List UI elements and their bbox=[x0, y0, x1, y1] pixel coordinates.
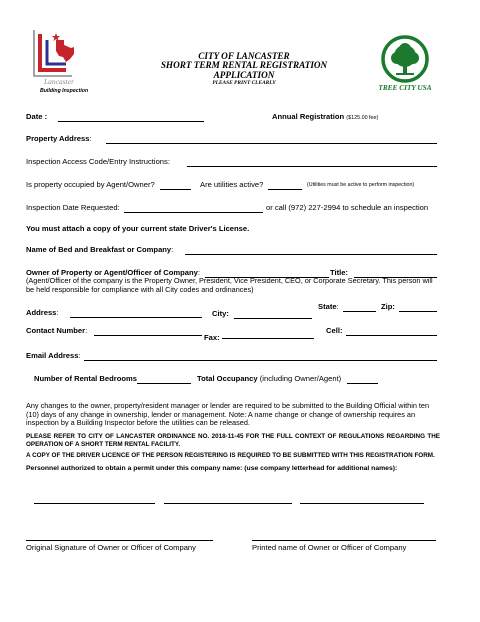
date-label: Date : bbox=[26, 112, 48, 121]
printed-name-label: Printed name of Owner or Officer of Company bbox=[252, 543, 407, 552]
total-occupancy-note: (including Owner/Agent) bbox=[259, 374, 342, 383]
date-field[interactable] bbox=[58, 121, 204, 122]
personnel-field-1[interactable] bbox=[34, 503, 155, 504]
inspection-call-text: or call (972) 227-2994 to schedule an inspection bbox=[266, 203, 429, 212]
fax-text: Fax bbox=[204, 333, 218, 342]
property-address-text: Property Address bbox=[26, 134, 90, 143]
fax-label: Fax: bbox=[204, 333, 220, 342]
owner-note: (Agent/Officer of the company is the Property Owner, President, Vice President, CEO, or Corporate Secretary. This person will be held responsible for compliance with all City codes and ordinances) bbox=[26, 276, 433, 294]
bnb-name-label: Name of Bed and Breakfast or Company: bbox=[26, 245, 174, 254]
rental-bedrooms-field[interactable] bbox=[137, 383, 191, 384]
owner-agent-text: Owner of Property or Agent/Officer of Company bbox=[26, 268, 198, 277]
email-text: Email Address bbox=[26, 351, 79, 360]
inspection-access-label: Inspection Access Code/Entry Instructions: bbox=[26, 157, 170, 166]
personnel-field-3[interactable] bbox=[300, 503, 424, 504]
personnel-field-2[interactable] bbox=[164, 503, 292, 504]
property-address-label: Property Address: bbox=[26, 134, 92, 143]
annual-registration-text: Annual Registration bbox=[272, 112, 345, 121]
email-field[interactable] bbox=[84, 360, 437, 361]
property-address-field[interactable] bbox=[106, 143, 437, 144]
contact-number-field[interactable] bbox=[94, 335, 202, 336]
utilities-field[interactable] bbox=[268, 189, 302, 190]
contact-number-text: Contact Number bbox=[26, 326, 86, 335]
ordinance-notice: PLEASE REFER TO CITY OF LANCASTER ORDINANCE NO. 2018-11-45 FOR THE FULL CONTEXT OF REGULATIONS REGARDING THE OPERATION OF A SHORT TERM RENTAL FACILITY. bbox=[26, 433, 440, 448]
zip-label: Zip: bbox=[381, 302, 395, 311]
original-signature-field[interactable] bbox=[26, 540, 213, 541]
state-field[interactable] bbox=[343, 311, 376, 312]
utilities-label: Are utilities active? bbox=[200, 180, 264, 189]
title-text: Title bbox=[330, 268, 346, 277]
cell-label: Cell: bbox=[326, 326, 343, 335]
bnb-name-text: Name of Bed and Breakfast or Company bbox=[26, 245, 172, 254]
state-text: State bbox=[318, 302, 337, 311]
inspection-access-field[interactable] bbox=[187, 166, 437, 167]
personnel-notice: Personnel authorized to obtain a permit under this company name: (use company letterhead for additional names): bbox=[26, 465, 398, 472]
occupied-label: Is property occupied by Agent/Owner? bbox=[26, 180, 155, 189]
zip-field[interactable] bbox=[399, 311, 437, 312]
zip-text: Zip bbox=[381, 302, 393, 311]
inspection-date-label: Inspection Date Requested: bbox=[26, 203, 120, 212]
title-line-1: CITY OF LANCASTER bbox=[198, 51, 290, 61]
state-label: State: bbox=[318, 302, 339, 311]
city-text: City bbox=[212, 309, 227, 318]
tree-city-logo bbox=[370, 34, 440, 96]
total-occupancy-field[interactable] bbox=[347, 383, 378, 384]
fax-field[interactable] bbox=[222, 338, 314, 339]
city-label: City: bbox=[212, 309, 229, 318]
driver-licence-notice: A COPY OF THE DRIVER LICENCE OF THE PERSON REGISTERING IS REQUIRED TO BE SUBMITTED WITH THIS REGISTRATION FORM. bbox=[26, 452, 435, 459]
total-occupancy-label bbox=[197, 374, 341, 383]
contact-number-label: Contact Number: bbox=[26, 326, 88, 335]
title-line-3: APPLICATION bbox=[213, 69, 275, 80]
tree-city-text: TREE CITY USA bbox=[378, 83, 432, 92]
bnb-name-field[interactable] bbox=[185, 254, 437, 255]
email-label: Email Address: bbox=[26, 351, 81, 360]
logo-department: Building Inspection bbox=[40, 88, 89, 94]
logo-city-name: Lancaster bbox=[44, 77, 74, 86]
address-label: Address: bbox=[26, 308, 59, 317]
lancaster-logo bbox=[26, 26, 90, 96]
annual-fee: ($125.00 fee) bbox=[346, 115, 379, 121]
inspection-date-field[interactable] bbox=[124, 212, 263, 213]
print-clearly-note: PLEASE PRINT CLEARLY bbox=[212, 80, 276, 87]
annual-registration-label bbox=[272, 112, 378, 121]
total-occupancy-text: Total Occupancy bbox=[197, 374, 258, 383]
occupied-field[interactable] bbox=[160, 189, 191, 190]
city-field[interactable] bbox=[234, 318, 312, 319]
title-label: Title: bbox=[330, 268, 349, 277]
owner-agent-label: Owner of Property or Agent/Officer of Company: bbox=[26, 268, 200, 277]
address-text: Address bbox=[26, 308, 57, 317]
rental-bedrooms-label: Number of Rental Bedrooms bbox=[34, 374, 137, 383]
license-notice: You must attach a copy of your current state Driver's License. bbox=[26, 224, 250, 233]
printed-name-field[interactable] bbox=[252, 540, 436, 541]
form-title bbox=[138, 52, 350, 86]
cell-text: Cell bbox=[326, 326, 340, 335]
title-line-2: SHORT TERM RENTAL REGISTRATION bbox=[160, 60, 328, 71]
original-signature-label: Original Signature of Owner or Officer of Company bbox=[26, 543, 196, 552]
address-field[interactable] bbox=[70, 317, 202, 318]
changes-notice: Any changes to the owner, property/resident manager or lender are required to be submitted to the Building Official within ten (10) days of any change in ownership, lender or management. Note: A name change or change of ownership requires an inspection by a Building Inspector before the utilities can be released. bbox=[26, 401, 430, 428]
utilities-note: (Utilities must be active to perform inspection) bbox=[307, 182, 415, 188]
cell-field[interactable] bbox=[346, 335, 437, 336]
tree-city-usa-icon bbox=[370, 34, 440, 84]
